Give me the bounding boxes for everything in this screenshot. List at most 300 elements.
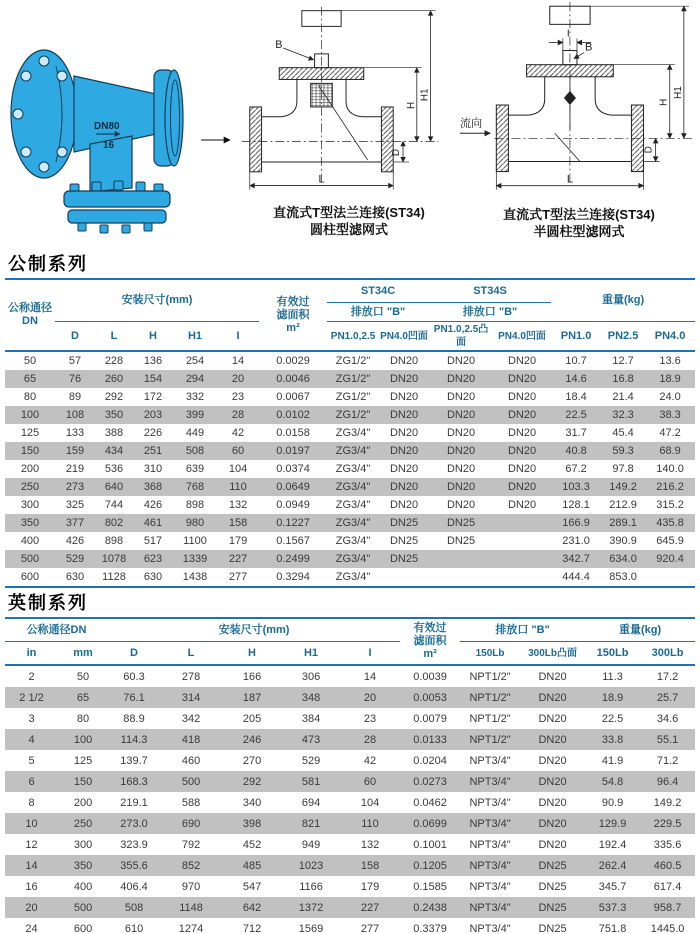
col-header-w-pn10: PN1.0 xyxy=(551,322,601,352)
table-cell: 54.8 xyxy=(601,775,624,788)
col-header-area: 有效过 滤面积 m² xyxy=(259,279,327,351)
table-cell: 642 xyxy=(242,901,262,914)
table-cell: NPT3/4" xyxy=(469,859,511,872)
col-header-w-pn40: PN4.0 xyxy=(645,322,695,352)
table-cell: 792 xyxy=(181,838,201,851)
table-cell: 0.0374 xyxy=(276,463,310,475)
table-cell: DN20 xyxy=(507,391,537,403)
flow-direction-label: 流向 xyxy=(460,118,483,131)
table-cell: DN20 xyxy=(446,409,476,421)
table-cell: 434 xyxy=(104,445,124,457)
table-cell: 500 xyxy=(20,553,40,565)
table-cell: 350 xyxy=(104,409,124,421)
table-cell: 348 xyxy=(301,691,321,704)
imperial-section-title: 英制系列 xyxy=(8,593,88,613)
col-header-l: L xyxy=(160,642,222,666)
table-cell: 24.0 xyxy=(659,391,681,403)
table-row xyxy=(5,918,695,934)
table-cell: 1166 xyxy=(299,880,323,893)
table-cell: 920.4 xyxy=(656,553,684,565)
col-header-i: I xyxy=(340,642,400,666)
table-cell: 325 xyxy=(65,499,85,511)
table-cell: DN20 xyxy=(446,355,476,367)
table-cell: 10 xyxy=(25,817,38,830)
table-cell: 187 xyxy=(242,691,262,704)
table-cell: 71.2 xyxy=(656,754,679,767)
table-cell: ZG3/4" xyxy=(335,553,371,565)
col-header-h1: H1 xyxy=(282,642,340,666)
table-cell: 14 xyxy=(231,355,245,367)
table-row xyxy=(5,460,695,478)
col-header-mm: mm xyxy=(58,642,108,666)
col-header-d: D xyxy=(55,322,95,352)
table-cell: 821 xyxy=(301,817,321,830)
table-cell: 31.7 xyxy=(565,427,587,439)
table-cell: 132 xyxy=(360,838,380,851)
table-cell: 645.9 xyxy=(656,535,684,547)
table-cell: DN20 xyxy=(538,754,567,767)
table-cell: NPT1/2" xyxy=(469,691,511,704)
table-cell: 0.1585 xyxy=(413,880,447,893)
table-cell: 1339 xyxy=(182,553,208,565)
table-cell: 0.0046 xyxy=(276,373,310,385)
table-cell: 802 xyxy=(104,517,124,529)
table-cell: ZG3/4" xyxy=(335,445,371,457)
table-cell: DN25 xyxy=(538,880,567,893)
table-cell: 898 xyxy=(104,535,124,547)
table-cell: 20 xyxy=(363,691,377,704)
table-cell: DN20 xyxy=(389,463,419,475)
metric-table-wrap xyxy=(5,278,695,588)
table-cell: 16.8 xyxy=(612,373,634,385)
table-cell: 0.0158 xyxy=(276,427,310,439)
table-cell: 0.0039 xyxy=(413,670,447,683)
table-cell: 226 xyxy=(143,427,163,439)
table-cell: 88.9 xyxy=(123,712,145,725)
table-cell: 158 xyxy=(360,859,380,872)
table-cell: 314 xyxy=(181,691,201,704)
table-cell: DN20 xyxy=(538,691,567,704)
table-cell: 168.3 xyxy=(120,775,148,788)
table-cell: 132 xyxy=(228,499,248,511)
table-cell: 80 xyxy=(76,712,90,725)
table-row xyxy=(5,771,695,792)
table-cell: 278 xyxy=(181,670,201,683)
table-cell: 60.3 xyxy=(123,670,145,683)
table-row xyxy=(5,750,695,771)
table-cell: 292 xyxy=(104,391,124,403)
table-cell: 8 xyxy=(28,796,35,809)
table-cell: DN25 xyxy=(538,922,567,934)
table-cell: 500 xyxy=(73,901,93,914)
valve-3d-illustration xyxy=(4,26,226,234)
table-cell: 172 xyxy=(143,391,163,403)
table-cell: 517 xyxy=(143,535,163,547)
table-cell: 350 xyxy=(20,517,40,529)
table-cell: 158 xyxy=(228,517,248,529)
table-cell: 200 xyxy=(73,796,93,809)
table-cell: DN25 xyxy=(538,901,567,914)
table-row xyxy=(5,514,695,532)
bottom-flange xyxy=(64,191,170,207)
table-cell: 444.4 xyxy=(562,571,590,583)
table-cell: 634.0 xyxy=(609,553,637,565)
table-cell: DN20 xyxy=(538,733,567,746)
col-header-st34s-pn40: PN4.0凹面 xyxy=(493,322,551,352)
table-cell: 260 xyxy=(104,373,124,385)
table-cell: DN20 xyxy=(446,445,476,457)
table-row xyxy=(5,876,695,897)
table-cell: ZG3/4" xyxy=(335,517,371,529)
table-cell: 418 xyxy=(181,733,201,746)
table-cell: 40.8 xyxy=(565,445,587,457)
table-cell: 0.0133 xyxy=(413,733,447,746)
table-cell: 852 xyxy=(181,859,201,872)
metric-section-title: 公制系列 xyxy=(8,254,88,274)
table-cell: 50 xyxy=(76,670,90,683)
table-cell: 630 xyxy=(65,571,85,583)
table-cell: 751.8 xyxy=(598,922,627,934)
col-header-in: in xyxy=(5,642,58,666)
table-cell: 133 xyxy=(65,427,85,439)
table-cell: 0.0649 xyxy=(276,481,310,493)
table-cell: 342 xyxy=(181,712,201,725)
table-cell: 80 xyxy=(23,391,37,403)
table-cell: 600 xyxy=(73,922,93,934)
table-cell: 38.3 xyxy=(659,409,681,421)
table-cell: 104 xyxy=(228,463,248,475)
table-cell: 853.0 xyxy=(609,571,637,583)
table-row xyxy=(5,897,695,918)
table-cell: 140.0 xyxy=(656,463,684,475)
table-cell xyxy=(493,532,551,550)
table-cell: 125 xyxy=(20,427,40,439)
table-cell: 100 xyxy=(73,733,93,746)
t-drawing-cylindrical xyxy=(236,6,462,204)
table-cell: 205 xyxy=(242,712,262,725)
table-cell: DN20 xyxy=(446,463,476,475)
table-cell: 50 xyxy=(23,355,37,367)
table-cell: 958.7 xyxy=(653,901,682,914)
table-cell: 368 xyxy=(143,481,163,493)
table-cell: DN20 xyxy=(538,775,567,788)
table-cell xyxy=(493,550,551,568)
col-header-st34c-pn40: PN4.0凹面 xyxy=(379,322,429,352)
col-header-install: 安装尺寸(mm) xyxy=(108,618,400,642)
table-cell: DN20 xyxy=(538,817,567,830)
table-cell: 76.1 xyxy=(123,691,145,704)
table-cell: 0.0273 xyxy=(413,775,447,788)
table-cell: 377 xyxy=(65,517,85,529)
table-cell: 41.9 xyxy=(601,754,624,767)
table-cell: DN20 xyxy=(389,481,419,493)
table-cell: 1023 xyxy=(298,859,324,872)
table-cell: 89 xyxy=(68,391,82,403)
table-cell: 390.9 xyxy=(609,535,637,547)
table-cell: 47.2 xyxy=(659,427,681,439)
col-header-w-150lb: 150Lb xyxy=(585,642,640,666)
table-cell: 14 xyxy=(363,670,377,683)
table-cell: 400 xyxy=(73,880,93,893)
table-cell: 1128 xyxy=(102,571,126,583)
table-cell: 0.1567 xyxy=(276,535,310,547)
table-cell: 1274 xyxy=(178,922,204,934)
table-cell: DN20 xyxy=(538,796,567,809)
table-cell: 306 xyxy=(301,670,321,683)
cylindrical-caption xyxy=(236,204,462,238)
table-cell: 250 xyxy=(20,481,40,493)
table-row xyxy=(5,496,695,514)
table-cell: 323.9 xyxy=(120,838,148,851)
semicylindrical-caption xyxy=(458,206,700,240)
table-cell: 639 xyxy=(185,463,205,475)
col-header-drain-b: 排放口 "B" xyxy=(429,303,551,322)
table-cell: 898 xyxy=(185,499,205,511)
table-cell: 22.5 xyxy=(601,712,624,725)
table-cell: 340 xyxy=(242,796,262,809)
table-cell: 0.0029 xyxy=(276,355,310,367)
table-cell: 1078 xyxy=(101,553,127,565)
table-cell: 0.1205 xyxy=(413,859,447,872)
table-cell: 129.9 xyxy=(598,817,627,830)
table-cell: 508 xyxy=(185,445,205,457)
table-cell: 350 xyxy=(73,859,93,872)
table-cell: 200 xyxy=(20,463,40,475)
table-cell: 0.0699 xyxy=(413,817,447,830)
table-cell: 277 xyxy=(360,922,380,934)
col-header-drain-150lb: 150Lb xyxy=(460,642,520,666)
table-cell: 0.2438 xyxy=(413,901,447,914)
table-cell: 159 xyxy=(65,445,85,457)
table-cell: 219 xyxy=(65,463,85,475)
col-header-weight: 重量(kg) xyxy=(551,279,695,322)
table-row xyxy=(5,855,695,876)
dim-d-label: D xyxy=(643,146,655,154)
table-cell: 228 xyxy=(104,355,124,367)
table-cell: 104 xyxy=(360,796,380,809)
table-cell: 154 xyxy=(143,373,163,385)
table-cell: 125 xyxy=(73,754,93,767)
table-cell: 1372 xyxy=(298,901,324,914)
table-cell: ZG3/4" xyxy=(335,499,371,511)
col-header-st34c-pn1025: PN1.0,2.5 xyxy=(327,322,379,352)
table-cell: 60 xyxy=(363,775,377,788)
table-cell: DN20 xyxy=(389,355,419,367)
table-cell: 150 xyxy=(20,445,40,457)
table-cell: DN20 xyxy=(538,838,567,851)
table-cell: 65 xyxy=(23,373,37,385)
table-cell: 0.0079 xyxy=(413,712,447,725)
table-cell: NPT1/2" xyxy=(469,733,511,746)
table-cell: 300 xyxy=(73,838,93,851)
table-cell: 500 xyxy=(181,775,201,788)
table-cell: 355.6 xyxy=(120,859,148,872)
table-row xyxy=(5,532,695,550)
table-cell: 426 xyxy=(143,499,163,511)
table-row xyxy=(5,665,695,687)
table-cell: DN20 xyxy=(507,355,537,367)
table-cell: 32.3 xyxy=(612,409,634,421)
table-cell: 332 xyxy=(185,391,205,403)
table-cell: 1445.0 xyxy=(650,922,685,934)
table-cell: 179 xyxy=(360,880,380,893)
table-cell: 18.9 xyxy=(659,373,681,385)
table-cell: 294 xyxy=(185,373,205,385)
flow-arrow-icon xyxy=(200,134,234,146)
table-cell: 0.3294 xyxy=(276,571,310,583)
table-row xyxy=(5,708,695,729)
table-cell: DN20 xyxy=(389,427,419,439)
caption-line1: 直流式T型法兰连接(ST34) xyxy=(503,207,655,222)
table-cell: 1148 xyxy=(179,901,203,914)
table-cell: 128.1 xyxy=(562,499,590,511)
table-cell: 426 xyxy=(65,535,85,547)
table-cell: ZG3/4" xyxy=(335,427,371,439)
table-cell: 12.7 xyxy=(612,355,634,367)
table-cell: 150 xyxy=(73,775,93,788)
table-cell xyxy=(493,568,551,587)
table-cell: 0.0053 xyxy=(413,691,447,704)
table-cell: 18.4 xyxy=(565,391,587,403)
table-cell: 42 xyxy=(231,427,245,439)
table-cell: NPT3/4" xyxy=(469,754,511,767)
table-cell xyxy=(429,568,493,587)
table-cell: NPT3/4" xyxy=(469,838,511,851)
table-cell: 251 xyxy=(143,445,163,457)
table-cell: ZG3/4" xyxy=(335,463,371,475)
table-cell: 57 xyxy=(68,355,82,367)
table-row xyxy=(5,729,695,750)
table-cell: 0.3379 xyxy=(413,922,447,934)
table-cell: 398 xyxy=(242,817,262,830)
table-cell: 400 xyxy=(20,535,40,547)
table-row xyxy=(5,550,695,568)
table-cell: ZG1/2" xyxy=(335,373,371,385)
table-cell: 22.5 xyxy=(565,409,587,421)
table-cell: 17.2 xyxy=(656,670,679,683)
table-cell: 536 xyxy=(104,463,124,475)
table-cell: 42 xyxy=(363,754,377,767)
table-cell: DN20 xyxy=(507,427,537,439)
table-cell: 694 xyxy=(301,796,321,809)
table-cell: 980 xyxy=(185,517,205,529)
dim-h-label: H xyxy=(658,98,670,107)
table-cell: 23 xyxy=(231,391,245,403)
table-cell: 96.4 xyxy=(656,775,679,788)
table-row xyxy=(5,351,695,370)
table-cell: 310 xyxy=(143,463,163,475)
table-cell: DN25 xyxy=(538,859,567,872)
t-drawing-semicylindrical xyxy=(458,2,700,204)
table-cell: 690 xyxy=(181,817,201,830)
table-cell: ZG1/2" xyxy=(335,355,371,367)
dim-b-label: B xyxy=(275,39,283,52)
table-cell: 14 xyxy=(25,859,38,872)
table-cell: 20 xyxy=(231,373,245,385)
table-cell: 406.4 xyxy=(120,880,148,893)
table-cell: 110 xyxy=(361,817,379,830)
table-cell: 508 xyxy=(124,901,144,914)
table-cell: 136 xyxy=(143,355,163,367)
table-cell: 24 xyxy=(25,922,38,934)
table-cell: NPT3/4" xyxy=(469,817,511,830)
metric-table-body xyxy=(5,351,695,587)
table-cell: 0.0949 xyxy=(276,499,310,511)
table-cell: 149.2 xyxy=(609,481,637,493)
table-cell: 110 xyxy=(229,481,247,493)
table-cell: 192.4 xyxy=(598,838,627,851)
table-cell: 1100 xyxy=(183,535,207,547)
table-cell: 630 xyxy=(143,571,163,583)
col-header-drain-300lb: 300Lb凸面 xyxy=(520,642,585,666)
table-cell: 2 xyxy=(28,670,35,683)
table-cell: 2 1/2 xyxy=(19,691,44,704)
table-cell: 166 xyxy=(242,670,262,683)
dim-h-label: H xyxy=(405,101,417,109)
caption-line2: 圆柱型滤网式 xyxy=(309,222,388,237)
table-cell: 97.8 xyxy=(612,463,634,475)
table-cell: 529 xyxy=(301,754,321,767)
table-cell: 114.3 xyxy=(120,733,148,746)
metric-table xyxy=(5,278,695,588)
table-cell: DN20 xyxy=(446,427,476,439)
table-cell: 461 xyxy=(143,517,163,529)
table-cell: 262.4 xyxy=(598,859,627,872)
table-cell xyxy=(429,550,493,568)
caption-line2: 半圆柱型滤网式 xyxy=(533,224,625,239)
table-cell: 744 xyxy=(104,499,124,511)
dim-h1-label: H1 xyxy=(672,86,684,99)
table-cell: NPT3/4" xyxy=(469,901,511,914)
table-cell: 246 xyxy=(242,733,262,746)
table-cell: DN20 xyxy=(507,445,537,457)
table-cell xyxy=(493,514,551,532)
table-cell: 76 xyxy=(68,373,82,385)
table-row xyxy=(5,442,695,460)
table-cell: 270 xyxy=(242,754,262,767)
table-cell: DN20 xyxy=(538,712,567,725)
table-cell: 600 xyxy=(20,571,40,583)
table-cell: 179 xyxy=(228,535,248,547)
table-cell: 4 xyxy=(28,733,35,746)
table-cell: 6 xyxy=(28,775,35,788)
table-cell: 90.9 xyxy=(601,796,624,809)
table-cell: 273.0 xyxy=(120,817,148,830)
table-cell: 640 xyxy=(104,481,124,493)
table-cell: 65 xyxy=(76,691,90,704)
table-cell: DN20 xyxy=(389,373,419,385)
table-row xyxy=(5,834,695,855)
dim-d-label: D xyxy=(391,149,403,157)
table-cell: ZG1/2" xyxy=(335,409,371,421)
table-cell: 452 xyxy=(242,838,262,851)
table-cell: DN20 xyxy=(446,481,476,493)
table-cell: 16 xyxy=(25,880,38,893)
col-header-h: H xyxy=(222,642,282,666)
table-cell: DN20 xyxy=(389,391,419,403)
table-cell: 537.3 xyxy=(598,901,627,914)
table-cell: 617.4 xyxy=(653,880,682,893)
table-cell: 388 xyxy=(104,427,124,439)
table-cell: DN25 xyxy=(446,517,476,529)
table-cell: 0.1227 xyxy=(276,517,310,529)
table-cell: 460 xyxy=(181,754,201,767)
table-row xyxy=(5,406,695,424)
table-cell: 970 xyxy=(181,880,201,893)
table-cell: 45.4 xyxy=(612,427,634,439)
table-cell: 399 xyxy=(185,409,205,421)
table-cell: 473 xyxy=(301,733,321,746)
